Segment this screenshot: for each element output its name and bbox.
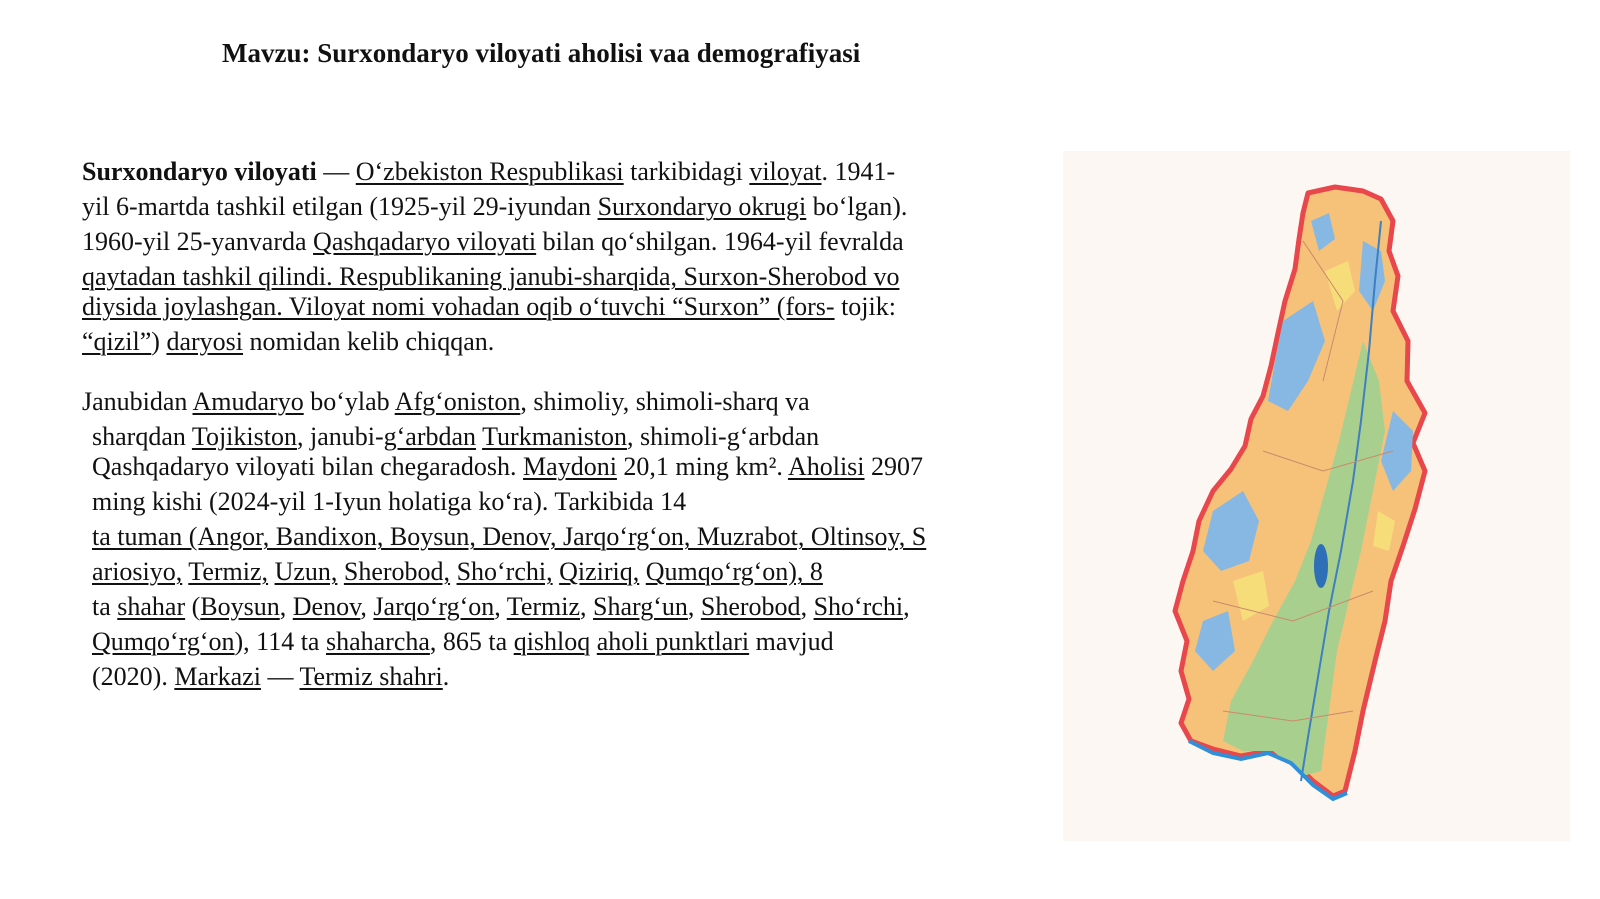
geography-line: Qumqoʻrgʻon), 114 ta shaharcha, 865 ta qishloq aholi punktlari mavjud xyxy=(92,627,834,656)
region-name: Surxondaryo viloyati xyxy=(82,157,317,186)
geography-line: ta shahar (Boysun, Denov, Jarqoʻrgʻon, Termiz, Shargʻun, Sherobod, Shoʻrchi, xyxy=(92,592,910,621)
intro-line xyxy=(82,259,1042,289)
link-shargun[interactable]: Shargʻun xyxy=(593,592,688,621)
link-uzun[interactable]: Uzun, xyxy=(274,557,338,586)
link-tuman-list[interactable]: ta tuman (Angor, Bandixon, Boysun, Denov, Jarqoʻrgʻon, Muzrabot, Oltinsoy, S xyxy=(92,522,927,551)
intro-paragraph xyxy=(82,154,1042,359)
geography-line: sharqdan Tojikiston, janubi-gʻarbdan Turkmaniston, shimoli-gʻarbdan xyxy=(92,422,820,451)
intro-line: “qizil”) daryosi nomidan kelib chiqqan. xyxy=(82,327,495,356)
link-maydoni[interactable]: Maydoni xyxy=(523,452,617,481)
link-qashqadaryo-viloyati[interactable]: Qashqadaryo viloyati xyxy=(313,227,537,256)
link-qumqorgon-tuman[interactable]: Qumqoʻrgʻon), 8 xyxy=(645,557,823,586)
intro-line: 1960-yil 25-yanvarda Qashqadaryo viloyati bilan qoʻshilgan. 1964-yil fevralda xyxy=(82,227,904,256)
link-termiz-tuman[interactable]: Termiz, xyxy=(188,557,269,586)
link-diysida[interactable]: diysida joylashgan. Viloyat nomi vohadan oqib oʻtuvchi “Surxon” (fors- xyxy=(82,292,835,321)
link-aholi-punktlari[interactable]: aholi punktlari xyxy=(596,627,750,656)
geography-paragraph xyxy=(82,384,1072,694)
link-afgoniston[interactable]: Afgʻoniston xyxy=(394,387,521,416)
link-shaharcha[interactable]: shaharcha xyxy=(325,627,430,656)
link-daryosi[interactable]: daryosi xyxy=(166,327,244,356)
link-denov[interactable]: Denov xyxy=(292,592,361,621)
intro-line: yil 6-martda tashkil etilgan (1925-yil 29-iyundan Surxondaryo okrugi boʻlgan). xyxy=(82,192,908,221)
link-shorchi-tuman[interactable]: Shoʻrchi, xyxy=(456,557,553,586)
geography-line: Janubidan Amudaryo boʻylab Afgʻoniston, shimoliy, shimoli-sharq va xyxy=(82,387,810,416)
link-markazi[interactable]: Markazi xyxy=(174,662,261,691)
link-termiz-shahri[interactable]: Termiz shahri xyxy=(299,662,443,691)
region-map-image xyxy=(1063,151,1570,841)
link-aholisi[interactable]: Aholisi xyxy=(787,452,865,481)
geography-line: ming kishi (2024-yil 1-Iyun holatiga koʻra). Tarkibida 14 xyxy=(92,487,687,516)
link-sherobod-tuman[interactable]: Sherobod, xyxy=(343,557,451,586)
link-tojikiston[interactable]: Tojikiston xyxy=(191,422,297,451)
intro-line: Surxondaryo viloyati — Oʻzbekiston Respublikasi tarkibidagi viloyat. 1941- xyxy=(82,157,896,186)
link-qishloq[interactable]: qishloq xyxy=(513,627,591,656)
link-qizil[interactable]: “qizil” xyxy=(82,327,152,356)
link-shahar[interactable]: shahar xyxy=(117,592,186,621)
geography-line xyxy=(82,519,1072,554)
link-sariosiyo[interactable]: ariosiyo, xyxy=(92,557,183,586)
region-map-icon xyxy=(1063,151,1570,841)
intro-line: diysida joylashgan. Viloyat nomi vohadan oqib oʻtuvchi “Surxon” (fors- tojik: xyxy=(82,292,896,321)
geography-line: (2020). Markazi — Termiz shahri. xyxy=(92,662,450,691)
link-amudaryo[interactable]: Amudaryo xyxy=(192,387,304,416)
link-qumqorgon[interactable]: Qumqoʻrgʻon xyxy=(92,627,235,656)
geography-line xyxy=(82,554,1072,589)
link-boysun[interactable]: Boysun xyxy=(200,592,280,621)
link-qaytadan[interactable]: qaytadan tashkil qilindi. Respublikaning janubi-sharqida, Surxon-Sherobod vo xyxy=(82,262,900,291)
link-qiziriq[interactable]: Qiziriq, xyxy=(559,557,640,586)
page-title: Mavzu: Surxondaryo viloyati aholisi vaa demografiyasi xyxy=(222,38,861,68)
link-surxondaryo-okrugi[interactable]: Surxondaryo okrugi xyxy=(597,192,807,221)
geography-line: Qashqadaryo viloyati bilan chegaradosh. Maydoni 20,1 ming km². Aholisi 2907 xyxy=(92,452,924,481)
link-uzbekistan[interactable]: Oʻzbekiston Respublikasi xyxy=(355,157,624,186)
link-shorchi[interactable]: Shoʻrchi xyxy=(813,592,904,621)
map-lake xyxy=(1314,544,1328,588)
link-garbdan[interactable]: gʻarbdan xyxy=(383,422,477,451)
link-jarqorgon[interactable]: Jarqoʻrgʻon xyxy=(373,592,495,621)
link-termiz[interactable]: Termiz xyxy=(506,592,581,621)
link-turkmaniston[interactable]: Turkmaniston xyxy=(482,422,628,451)
link-viloyat[interactable]: viloyat xyxy=(749,157,822,186)
link-sherobod[interactable]: Sherobod xyxy=(700,592,801,621)
